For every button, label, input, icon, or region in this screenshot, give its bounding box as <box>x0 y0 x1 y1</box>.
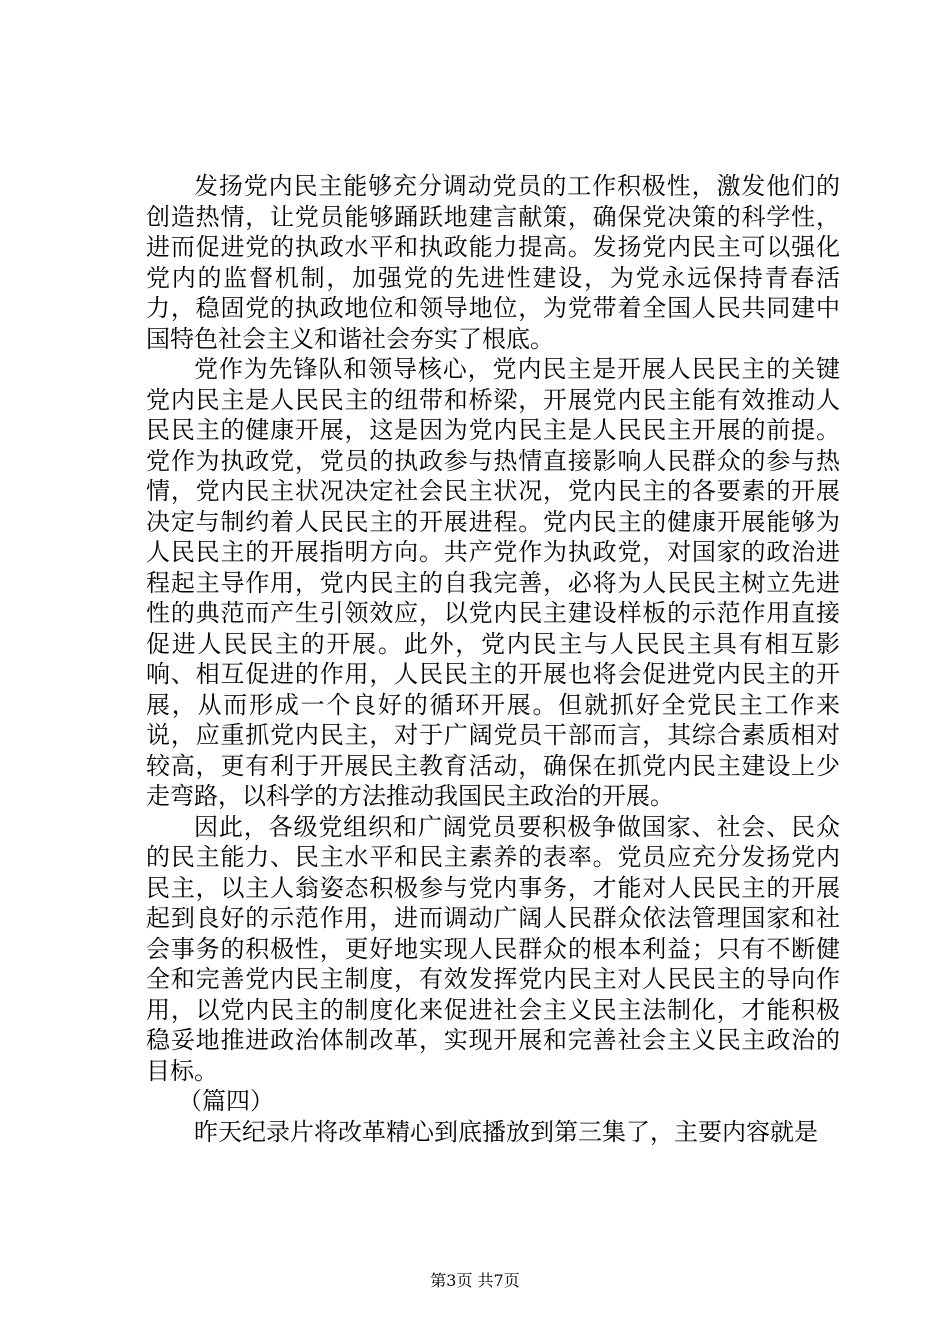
page-footer: 第3页 共7页 <box>430 1271 520 1290</box>
paragraph-1: 发扬党内民主能够充分调动党员的工作积极性，激发他们的创造热情，让党员能够踊跃地建言献策，确保党决策的科学性，进而促进党的执政水平和执政能力提高。发扬党内民主可以强化党内的监督机制，加强党的先进性建设，为党永远保持青春活力，稳固党的执政地位和领导地位，为党带着全国人民共同建中国特色社会主义和谐社会夯实了根底。 <box>146 172 840 353</box>
paragraph-3: 因此，各级党组织和广阔党员要积极争做国家、社会、民众的民主能力、民主水平和民主素养的表率。党员应充分发扬党内民主，以主人翁姿态积极参与党内事务，才能对人民民主的开展起到良好的示范作用，进而调动广阔人民群众依法管理国家和社会事务的积极性，更好地实现人民群众的根本利益；只有不断健全和完善党内民主制度，有效发挥党内民主对人民民主的导向作用，以党内民主的制度化来促进社会主义民主法制化，才能积极稳妥地推进政治体制改革，实现开展和完善社会主义民主政治的目标。 <box>146 812 840 1085</box>
paragraph-2: 党作为先锋队和领导核心，党内民主是开展人民民主的关键党内民主是人民民主的纽带和桥梁，开展党内民主能有效推动人民民主的健康开展，这是因为党内民主是人民民主开展的前提。党作为执政党，党员的执政参与热情直接影响人民群众的参与热情，党内民主状况决定社会民主状况，党内民主的各要素的开展决定与制约着人民民主的开展进程。党内民主的健康开展能够为人民民主的开展指明方向。共产党作为执政党，对国家的政治进程起主导作用，党内民主的自我完善，必将为人民民主树立先进性的典范而产生引领效应，以党内民主建设样板的示范作用直接促进人民民主的开展。此外，党内民主与人民民主具有相互影响、相互促进的作用，人民民主的开展也将会促进党内民主的开展，从而形成一个良好的循环开展。但就抓好全党民主工作来说，应重抓党内民主，对于广阔党员干部而言，其综合素质相对较高，更有利于开展民主教育活动，确保在抓党内民主建设上少走弯路，以科学的方法推动我国民主政治的开展。 <box>146 355 840 810</box>
paragraph-4: 昨天纪录片将改革精心到底播放到第三集了，主要内容就是 <box>194 1117 818 1146</box>
document-body <box>146 171 840 1147</box>
section-heading: （篇四） <box>178 1087 274 1115</box>
